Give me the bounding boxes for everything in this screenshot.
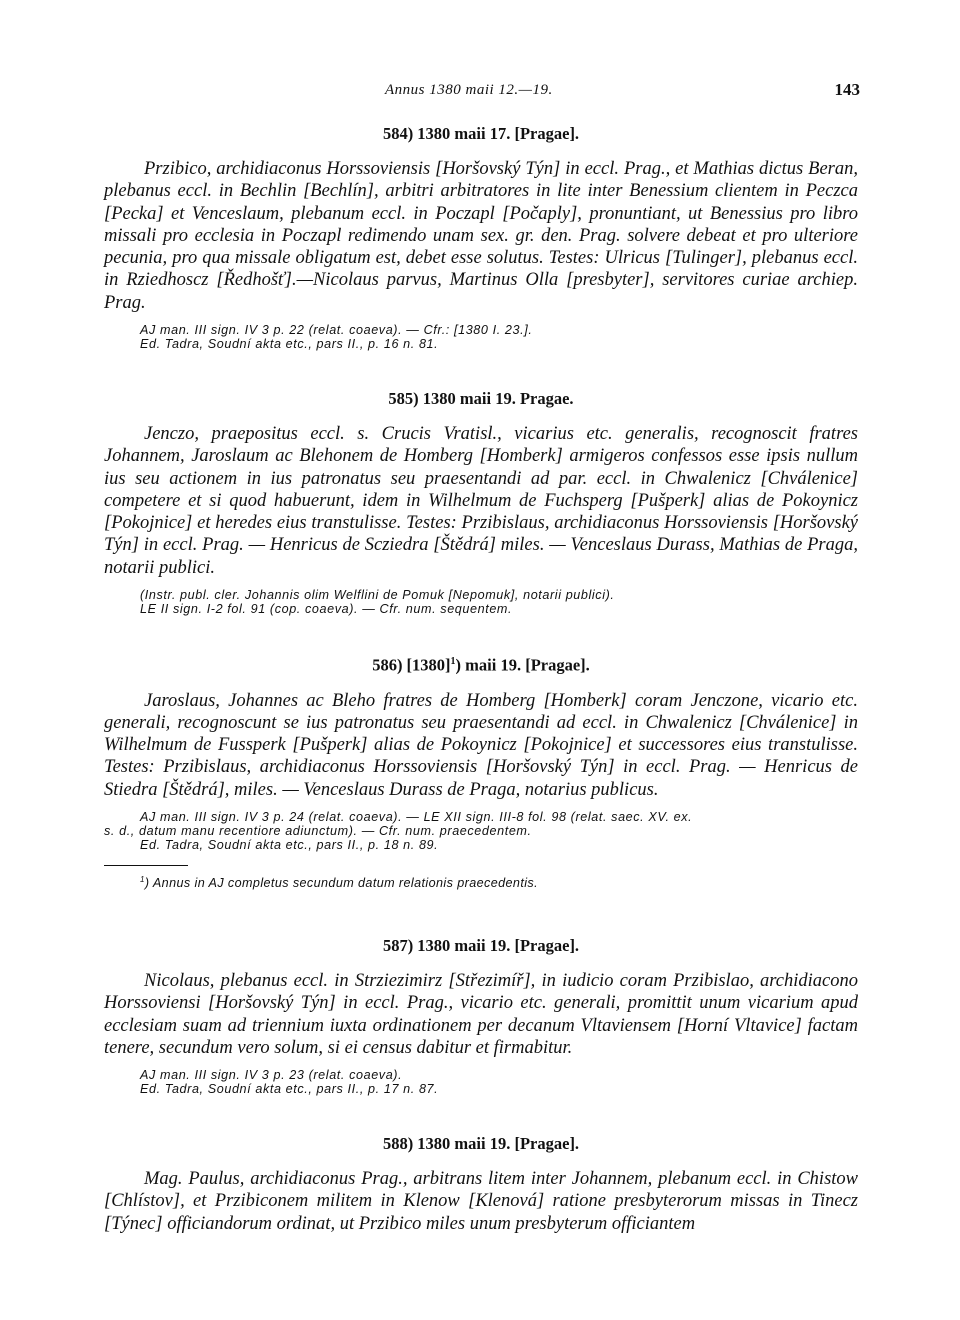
running-head — [0, 82, 960, 106]
entry-text: Mag. Paulus, archidiaconus Prag., arbitrans litem inter Johannem, plebanum eccl. in Chistow [Chlístov], et Przibiconem militem in Klenow [Klenová] ratione presbyterorum missas in Tinecz [Týnec] officiandorum ordinat, ut Przibico miles unum presbyterum officiantem — [104, 1169, 858, 1234]
entry-sources — [104, 588, 858, 616]
source-line: LE II sign. I-2 fol. 91 (cop. coaeva). — Cfr. num. sequentem. — [140, 602, 513, 617]
running-title: Annus 1380 maii 12.—19. — [385, 82, 553, 98]
source-line: AJ man. III sign. IV 3 p. 24 (relat. coaeva). — LE XII sign. III-8 fol. 98 (relat. saec. XV. ex. — [140, 809, 693, 824]
source-line: Ed. Tadra, Soudní akta etc., pars II., p. 18 n. 89. — [140, 838, 439, 853]
entry-586 — [104, 652, 858, 891]
entry-heading: 588) 1380 maii 19. [Pragae]. — [382, 1134, 580, 1153]
source-line: Ed. Tadra, Soudní akta etc., pars II., p. 16 n. 81. — [140, 337, 439, 352]
entry-587 — [104, 936, 858, 1097]
footnote: $^1$) Annus in AJ completus secundum datum relationis praecedentis. — [140, 874, 539, 890]
entry-heading: 584) 1380 maii 17. [Pragae]. — [382, 124, 580, 143]
entry-588 — [104, 1134, 858, 1235]
entry-heading: 586) $[1380]^1$) maii 19. [Pragae]. — [372, 655, 590, 675]
entry-text: Przibico, archidiaconus Horssoviensis [Horšovský Týn] in eccl. Prag., et Mathias dictus Beran, plebanus eccl. in Bechlin [Bechlín], arbitri arbitratores in lite inter Benessium clientem in Peczca [Pecka] et Venceslaum, plebanum eccl. in Poczapl [Počaply], pronuntiant, ut Benessius pro libro missali pro ecclesia in Poczapl redimendo unam sex. gr. den. Prag. solvere debeat et pro ulteriore pecunia, pro qua missale obligatum est, debet esse solutus. Testes: Ulricus [Tulinger], plebanus eccl. in Rziedhoscz [Ředhošť].—Nicolaus parvus, Martinus Olla [presbyter], servitores curiae archiep. Prag. — [104, 159, 858, 313]
source-line: AJ man. III sign. IV 3 p. 23 (relat. coaeva). — [140, 1068, 403, 1083]
entry-text: Nicolaus, plebanus eccl. in Strziezimirz [Střezimíř], in iudicio coram Przibislao, archidiacono Horssoviensi [Horšovský Týn] in eccl. Prag., vicario etc. generali, promittit unum vicarium apud ecclesiam suam ad triennium iuxta ordinationem per decanum Vltaviensem [Horní Vltavice] factam tenere, secundum vero solum, si ei census dabitur et firmabitur. — [104, 971, 858, 1058]
entry-584 — [104, 124, 858, 351]
entry-text: Jaroslaus, Johannes ac Bleho fratres de Homberg [Homberk] coram Jenczone, vicario etc. generali, recognoscunt se ius patronatus seu praesentandi ad eccl. in Chwalenicz [Chválenice] in Wilhelmum de Fussperk [Pušperk] alias de Pokoynicz [Pokojnice] et successores eius transtulisse. Testes: Przibislaus, archidiaconus Horssoviensis [Horšovský Týn] in eccl. Prag. — Henricus de Stiedra [Štědrá], miles. — Venceslaus Durass de Praga, notarius publicus. — [104, 690, 858, 800]
footnote-rule — [104, 865, 188, 866]
source-line: Ed. Tadra, Soudní akta etc., pars II., p. 17 n. 87. — [140, 1082, 439, 1097]
entry-heading: 587) 1380 maii 19. [Pragae]. — [382, 936, 580, 955]
page-number: 143 — [834, 80, 860, 99]
entry-sources — [104, 810, 858, 853]
entry-sources — [104, 323, 858, 351]
entry-heading: 585) 1380 maii 19. Pragae. — [388, 389, 574, 408]
entry-585 — [104, 389, 858, 616]
source-line: (Instr. publ. cler. Johannis olim Welflini de Pomuk [Nepomuk], notarii publici). — [140, 588, 615, 603]
entry-text: Jenczo, praepositus eccl. s. Crucis Vratisl., vicarius etc. generalis, recognoscit fratres Johannem, Jaroslaum ac Blehonem de Homberg [Homberk] armigeros confessos esse ipsis nullum ius seu actionem in ius patronatus seu praesentandi ad par. eccl. in Chwalenicz [Chválenice] competere et si quod habuerunt, idem in Wilhelmum de Fuchsperg [Pušperk] alias de Pokoynicz [Pokojnice] et heredes eius transtulisse. Testes: Przibislaus, archidiaconus Horssoviensis [Horšovský Týn] in eccl. Prag. — Henricus de Scziedra [Štědrá] miles. — Venceslaus Durass, Mathias de Praga, notarii publici. — [104, 424, 858, 578]
entry-sources — [104, 1068, 858, 1096]
source-line: AJ man. III sign. IV 3 p. 22 (relat. coaeva). — Cfr.: [1380 I. 23.]. — [140, 323, 533, 338]
source-line: s. d., datum manu recentiore adiunctum). — Cfr. num. praecedentem. — [104, 824, 532, 839]
